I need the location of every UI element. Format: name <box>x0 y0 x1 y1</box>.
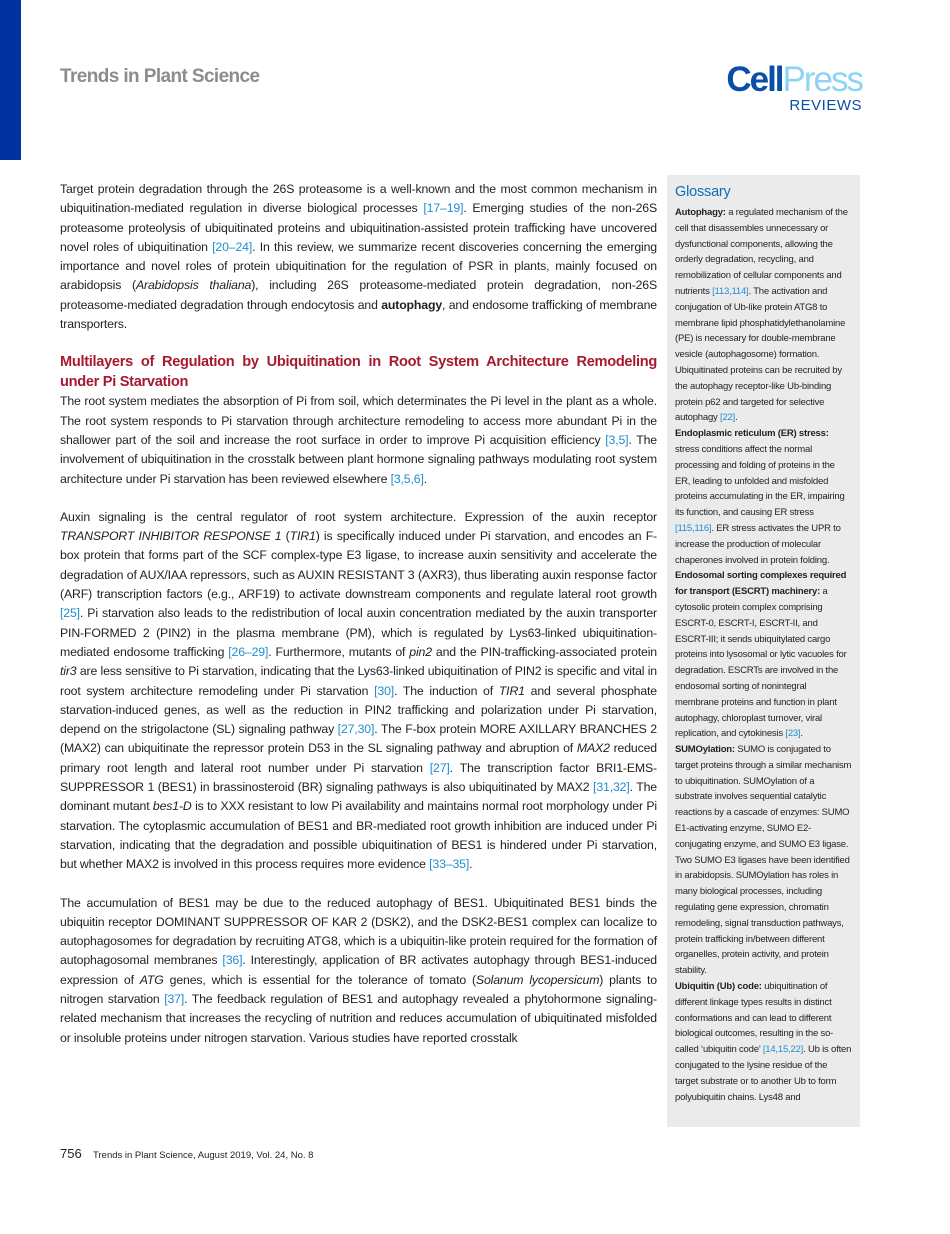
citation-link[interactable]: [36] <box>222 953 243 968</box>
glossary-entry <box>675 205 852 426</box>
glossary-entry <box>675 979 852 1105</box>
text-run: . The activation and conjugation of Ub-like protein ATG8 to membrane lipid phosphatidylethanolamine (PE) is necessary for double-membrane vesicle (autophagosome) formation. Ubiquitinated proteins can be recruited by the autophagy receptor-like Ub-binding protein p62 and targeted for selective autophagy <box>675 285 846 424</box>
text-run: reduced primary root length and lateral root number under Pi starvation <box>60 741 657 775</box>
text-run: . Furthermore, mutants of <box>268 644 410 659</box>
italic-text: ATG <box>139 972 164 987</box>
citation-link[interactable]: [113,114] <box>712 285 749 297</box>
citation-link[interactable]: [22] <box>720 412 736 424</box>
citation-link[interactable]: [30] <box>374 683 395 698</box>
text-run: . The transcription factor BRI1-EMS-SUPPRESSOR 1 (BES1) in brassinosteroid (BR) signaling pathways is also ubiquitinated by MAX2 <box>60 760 657 795</box>
glossary-entry <box>675 742 852 979</box>
citation-link[interactable]: [27,30] <box>337 722 375 737</box>
text-run: ), including 26S proteasome-mediated protein degradation, non-26S proteasome-mediated degradation through endocytosis and <box>60 278 658 312</box>
italic-text: tir3 <box>60 664 77 679</box>
paragraph <box>60 894 657 1048</box>
italic-text: bes1-D <box>152 799 192 814</box>
glossary-box <box>667 175 860 1127</box>
text-run: Multilayers of Regulation by Ubiquitination in Root System Architecture Remodeling under Pi Starvation <box>60 354 657 390</box>
text-run: . The F-box protein MORE AXILLARY BRANCHES 2 (MAX2) can ubiquitinate the repressor protein D53 in the SL signaling pathway and abruption of <box>60 722 657 756</box>
text-run: stress conditions affect the normal processing and folding of proteins in the ER, leading to unfolded and misfolded proteins accumulating in the ER, impairing its function, and causing ER stress <box>675 443 845 519</box>
glossary-title: Glossary <box>675 184 731 200</box>
italic-text: pin2 <box>409 644 432 659</box>
italic-text: TIR1 <box>289 529 316 544</box>
text-run: Auxin signaling is the central regulator of root system architecture. Expression of the auxin receptor <box>60 509 657 524</box>
text-run: ubiquitination of different linkage types results in distinct conformations and can lead to different biological outcomes, resulting in the so-called ‘ubiquitin code’ <box>675 981 834 1056</box>
paragraph <box>60 392 657 488</box>
bold-term: SUMOylation: <box>675 744 735 756</box>
logo-press: Press <box>782 60 862 99</box>
text-run: a cytosolic protein complex comprising ESCRT-0, ESCRT-I, ESCRT-II, and ESCRT-III; it sends ubiquitylated cargo proteins into lysosomal or lytic vacuoles for degradation. ESCRTs are involved in the endosomal sorting of nonintegral membrane proteins and function in plant autophagy, chloroplast turnover, viral replication, and cytokinesis <box>675 586 847 740</box>
citation-link[interactable]: [3,5,6] <box>390 471 424 486</box>
section-heading <box>60 353 657 392</box>
italic-text: MAX2 <box>576 741 610 756</box>
citation-link[interactable]: [26–29] <box>228 644 269 659</box>
text-run: The accumulation of BES1 may be due to the reduced autophagy of BES1. Ubiquitinated BES1 binds the ubiquitin receptor DOMINANT SUPPRESSOR OF KAR 2 (DSK2), and the DSK2-BES1 complex can localize to autophagosomes for degradation by recruiting ATG8, which is a ubiquitin-like protein required for the formation of autophagosomal membranes <box>60 895 657 968</box>
text-run: ) plants to nitrogen starvation <box>60 972 657 1006</box>
citation-link[interactable]: [14,15,22] <box>762 1044 804 1056</box>
text-run: and several phosphate starvation-induced genes, as well as the reduction in PIN2 trafficking and polarization under Pi starvation, depend on the strigolactone (SL) signaling pathway <box>60 683 657 737</box>
text-run: are less sensitive to Pi starvation, indicating that the Lys63-linked ubiquitination of PIN2 is specific and vital in root system architecture remodeling under Pi starvation <box>60 664 657 698</box>
bold-term: Endoplasmic reticulum (ER) stress: <box>675 428 829 440</box>
citation-link[interactable]: [115,116] <box>675 522 712 534</box>
text-run: . In this review, we summarize recent discoveries concerning the emerging importance and novel roles of protein ubiquitination for the regulation of PSR in plants, mainly focused on arabidopsis ( <box>60 239 657 293</box>
text-run: SUMO is conjugated to target proteins through a similar mechanism to ubiquitination. SUMOylation of a substrate involves sequential catalytic reactions by a cascade of enzymes: SUMO E1-activating enzyme, SUMO E2-conjugating enzyme, and SUMO E3 ligase. Two SUMO E3 ligases have been identified in arabidopsis. SUMOylation has roles in many biological processes, including regulating gene expression, chromatin remodeling, signal transduction pathways, protein trafficking in/between different organelles, protein activity, and protein stability. <box>675 744 852 977</box>
bold-term: autophagy <box>381 297 443 312</box>
text-run: . Pi starvation also leads to the redistribution of local auxin concentration mediated by the auxin transporter PIN-FORMED 2 (PIN2) in the plasma membrane (PM), which is regulated by Lys63-linked ubiquitination-mediated endosome trafficking <box>60 606 657 659</box>
logo-cell: Cell <box>726 60 783 99</box>
text-run: . <box>800 728 803 740</box>
citation-link[interactable]: [3,5] <box>605 432 629 447</box>
text-run: . ER stress activates the UPR to increase the production of molecular chaperones involved in protein folding. <box>675 522 841 566</box>
journal-color-bar <box>0 0 21 160</box>
citation-link[interactable]: [27] <box>429 760 450 775</box>
text-run: ) is specifically induced under Pi starvation, and encodes an F-box protein that forms part of the SCF complex-type E3 ligase, to increase auxin sensitivity and accelerate the degradation of AUX/IAA repressors, such as AUXIN RESISTANT 3 (AXR3), thus liberating auxin response factor (ARF) transcription factors (e.g., ARF19) to activate downstream components and regulate lateral root growth <box>60 529 658 602</box>
paragraph <box>60 180 657 334</box>
bold-term: Ubiquitin (Ub) code: <box>675 981 762 993</box>
italic-text: Arabidopsis thaliana <box>135 278 252 293</box>
bold-term: Endosomal sorting complexes required for transport (ESCRT) machinery: <box>675 570 847 598</box>
citation-link[interactable]: [23] <box>785 728 801 740</box>
text-run: . The feedback regulation of BES1 and autophagy revealed a phytohormone signaling-related mechanism that increases the recycling of nutrition and reduces accumulation of ubiquitinated misfolded or insoluble proteins under nitrogen starvation. Various studies have reported crosstalk <box>60 991 657 1045</box>
text-run: and the PIN-trafficking-associated protein <box>431 644 657 659</box>
footer-citation: Trends in Plant Science, August 2019, Vol. 24, No. 8 <box>93 1150 314 1161</box>
text-run: Target protein degradation through the 26S proteasome is a well-known and the most common mechanism in ubiquitination-mediated regulation in diverse biological processes <box>60 182 657 216</box>
text-run: , and endosome trafficking of membrane transporters. <box>60 297 657 332</box>
text-run: . <box>423 471 427 486</box>
citation-link[interactable]: [37] <box>164 991 185 1006</box>
text-run: . The induction of <box>394 683 499 698</box>
page-number: 756 <box>60 1146 82 1161</box>
italic-text: Solanum lycopersicum <box>475 972 600 987</box>
glossary-entry <box>675 426 852 568</box>
text-run: genes, which is essential for the tolerance of tomato ( <box>163 972 476 987</box>
paragraph <box>60 508 657 875</box>
text-run: . Emerging studies of the non-26S proteasome proteolysis of ubiquitinated proteins and ubiquitination-assisted protein trafficking have uncovered novel roles of ubiquitination <box>60 201 658 254</box>
text-run: The root system mediates the absorption of Pi from soil, which determinates the Pi level in the plant as a whole. The root system responds to Pi starvation through architecture remodeling to access more abundant Pi in the shallower part of the soil and increase the root surface in order to improve Pi acquisition efficiency <box>60 394 657 447</box>
citation-link[interactable]: [20–24] <box>212 239 253 254</box>
text-run: . Interestingly, application of BR activates autophagy through BES1-induced expression of <box>60 953 657 987</box>
text-run: ( <box>281 529 290 544</box>
text-run: is to XXX resistant to low Pi availability and maintains normal root morphology under Pi starvation. The cytoplasmic accumulation of BES1 and BR-mediated root growth inhibition are induced under Pi starvation, indicating that the degradation and possible ubiquitination of BES1 is hindered under Pi starvation, but whether MAX2 is involved in this process requires more evidence <box>60 799 657 872</box>
text-run: a regulated mechanism of the cell that disassembles unnecessary or dysfunctional components, allowing the orderly degradation, recycling, and remobilization of cellular components and nutrients <box>675 207 848 297</box>
text-run: . <box>469 857 473 872</box>
journal-title: Trends in Plant Science <box>60 66 260 87</box>
text-run: . The involvement of ubiquitination in the crosstalk between plant hormone signaling pathways modulating root system architecture under Pi starvation has been reviewed elsewhere <box>60 432 658 486</box>
italic-text: TIR1 <box>498 683 525 698</box>
citation-link[interactable]: [25] <box>60 606 80 621</box>
glossary-entry <box>675 568 852 742</box>
text-run: . The dominant mutant <box>60 780 657 814</box>
italic-text: TRANSPORT INHIBITOR RESPONSE 1 <box>60 529 282 544</box>
citation-link[interactable]: [17–19] <box>423 201 464 216</box>
logo-reviews: REVIEWS <box>789 97 862 114</box>
cellpress-logo <box>716 62 862 114</box>
page-footer <box>60 1146 313 1161</box>
citation-link[interactable]: [31,32] <box>593 780 630 795</box>
bold-term: Autophagy: <box>675 207 726 218</box>
text-run: . <box>735 412 738 424</box>
text-run: . Ub is often conjugated to the lysine residue of the target substrate or to another Ub to form polyubiquitin chains. Lys48 and <box>675 1044 852 1103</box>
main-text-column <box>60 180 657 1067</box>
citation-link[interactable]: [33–35] <box>429 857 470 872</box>
